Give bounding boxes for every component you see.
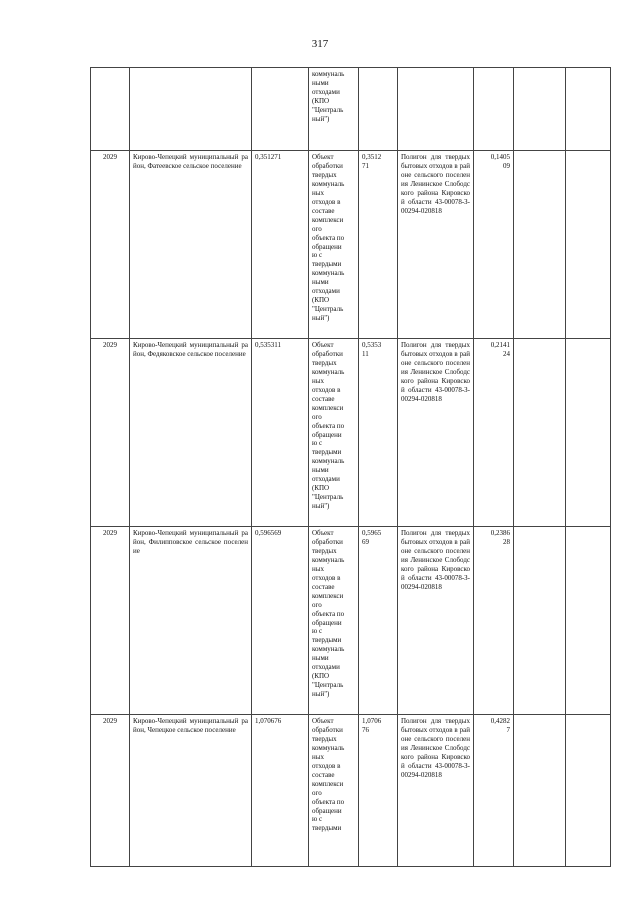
cell-object: Объект обработки твердых коммуналь ных отходов в составе комплекси ого объекта по обращени ю с твердыми коммуналь ными отходами (КПО "Централь ный") [309, 151, 359, 339]
cell-value1 [252, 68, 309, 151]
cell-empty-1 [514, 68, 566, 151]
cell-empty-2 [566, 715, 611, 867]
page-number: 317 [311, 38, 329, 50]
cell-landfill: Полигон для твердых бытовых отходов в районе сельского поселения Ленинское Слободского района Кировской области 43-00078-З-00294-020818 [398, 339, 474, 527]
cell-municipality: Кирово-Чепецкий муниципальный район, Филипповское сельское поселение [130, 527, 252, 715]
cell-object: Объект обработки твердых коммуналь ных отходов в составе комплекси ого объекта по обращени ю с твердыми коммуналь ными отходами (КПО "Централь ный") [309, 339, 359, 527]
table-row [91, 715, 611, 867]
cell-year: 2029 [91, 339, 130, 527]
cell-object: Объект обработки твердых коммуналь ных отходов в составе комплекси ого объекта по обращени ю с твердыми [309, 715, 359, 867]
cell-value2: 0,5965 69 [359, 527, 398, 715]
cell-empty-2 [566, 527, 611, 715]
cell-municipality: Кирово-Чепецкий муниципальный район, Чепецкое сельское поселение [130, 715, 252, 867]
cell-year: 2029 [91, 715, 130, 867]
cell-value2: 1,0706 76 [359, 715, 398, 867]
cell-value1: 0,535311 [252, 339, 309, 527]
cell-municipality: Кирово-Чепецкий муниципальный район, Фатеевское сельское поселение [130, 151, 252, 339]
cell-empty-1 [514, 715, 566, 867]
cell-empty-1 [514, 151, 566, 339]
cell-landfill: Полигон для твердых бытовых отходов в районе сельского поселения Ленинское Слободского района Кировской области 43-00078-З-00294-020818 [398, 151, 474, 339]
table-row-continuation [91, 68, 611, 151]
cell-value3: 0,2141 24 [474, 339, 514, 527]
cell-value2: 0,3512 71 [359, 151, 398, 339]
table-row [91, 339, 611, 527]
cell-municipality: Кирово-Чепецкий муниципальный район, Федяковское сельское поселение [130, 339, 252, 527]
cell-empty-2 [566, 68, 611, 151]
cell-value2 [359, 68, 398, 151]
cell-value1: 1,070676 [252, 715, 309, 867]
cell-value2: 0,5353 11 [359, 339, 398, 527]
cell-landfill [398, 68, 474, 151]
waste-flow-table [90, 67, 611, 867]
cell-value3 [474, 68, 514, 151]
cell-value1: 0,351271 [252, 151, 309, 339]
cell-value3: 0,4282 7 [474, 715, 514, 867]
cell-object: коммуналь ными отходами (КПО "Централь ный") [309, 68, 359, 151]
cell-value1: 0,596569 [252, 527, 309, 715]
cell-year: 2029 [91, 527, 130, 715]
cell-empty-2 [566, 339, 611, 527]
cell-value3: 0,2386 28 [474, 527, 514, 715]
cell-year [91, 68, 130, 151]
cell-empty-1 [514, 527, 566, 715]
cell-value3: 0,1405 09 [474, 151, 514, 339]
cell-municipality [130, 68, 252, 151]
cell-landfill: Полигон для твердых бытовых отходов в районе сельского поселения Ленинское Слободского района Кировской области 43-00078-З-00294-020818 [398, 715, 474, 867]
cell-landfill: Полигон для твердых бытовых отходов в районе сельского поселения Ленинское Слободского района Кировской области 43-00078-З-00294-020818 [398, 527, 474, 715]
table-row [91, 527, 611, 715]
cell-object: Объект обработки твердых коммуналь ных отходов в составе комплекси ого объекта по обращени ю с твердыми коммуналь ными отходами (КПО "Централь ный") [309, 527, 359, 715]
cell-year: 2029 [91, 151, 130, 339]
table-row [91, 151, 611, 339]
cell-empty-2 [566, 151, 611, 339]
cell-empty-1 [514, 339, 566, 527]
